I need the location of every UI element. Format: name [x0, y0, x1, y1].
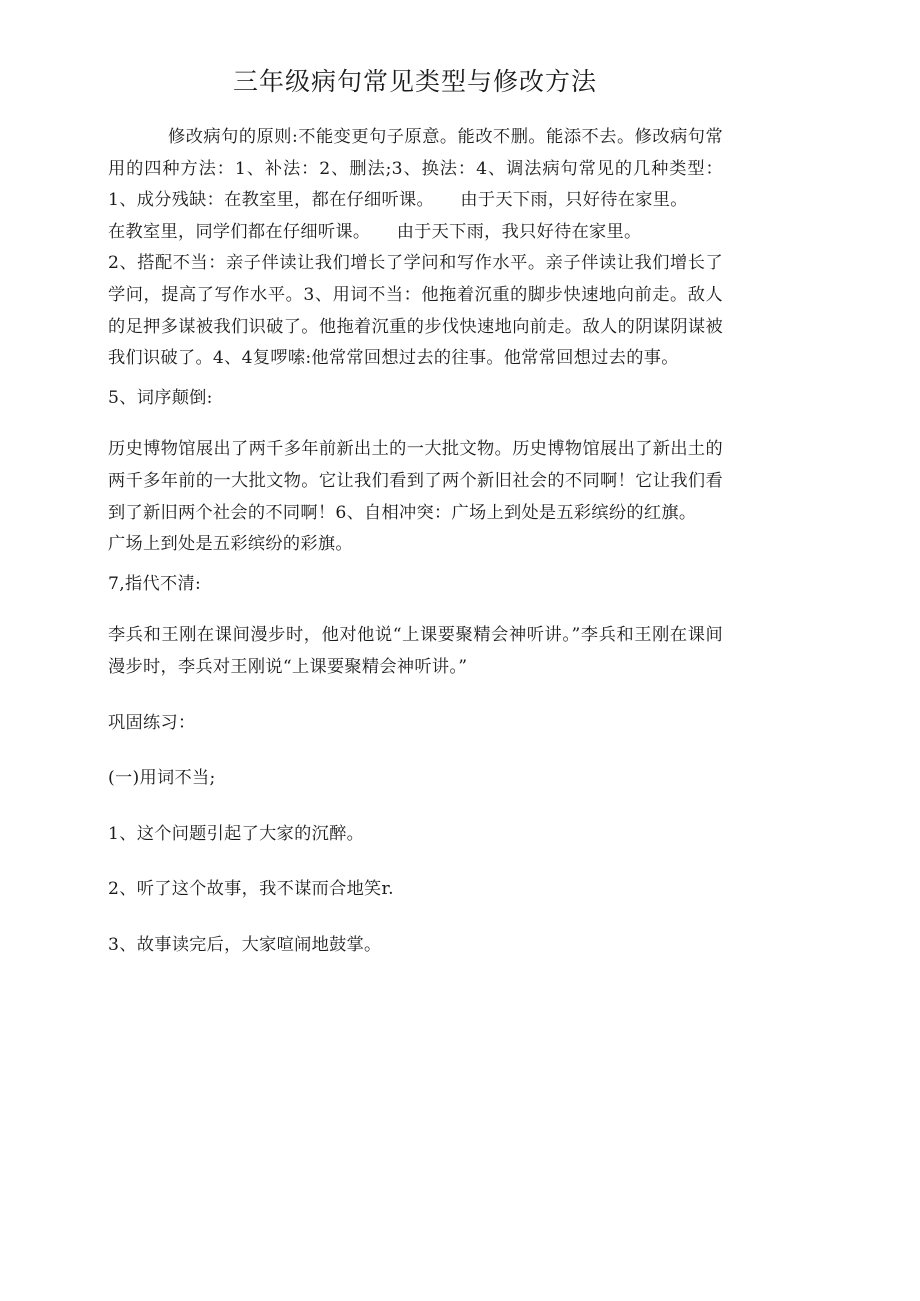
- paragraph-mismatch-and-wording: 2、搭配不当：亲子伴读让我们增长了学问和写作水平。亲子伴读让我们增长了学问，提高了写作水平。3、用词不当：他拖着沉重的脚步快速地向前走。敌人的足押多谋被我们识破了。他拖着沉重的步伐快速地向前走。敌人的阴谋阴谋被我们识破了。4、4复啰嗦:他常常回想过去的往事。他常常回想过去的事。: [108, 253, 723, 369]
- document-body: [108, 122, 723, 961]
- paragraph-flag-corrected: 广场上到处是五彩缤纷的彩旗。: [108, 534, 353, 555]
- heading-practice: 巩固练习：: [108, 712, 196, 733]
- document-title: 三年级病句常见类型与修改方法: [232, 67, 597, 96]
- paragraph-unclear-reference-examples: 李兵和王刚在课间漫步时，他对他说“上课要聚精会神听讲。”李兵和王刚在课间漫步时，李兵对王刚说“上课要聚精会神听讲。”: [108, 625, 723, 677]
- practice-item-1: 1、这个问题引起了大家的沉醉。: [108, 823, 365, 844]
- practice-item-3: 3、故事读完后，大家喧闹地鼓掌。: [108, 934, 382, 955]
- paragraph-example-corrected: 在教室里，同学们都在仔细听课。 由于天下雨，我只好待在家里。: [108, 221, 642, 242]
- paragraph-principles: 修改病句的原则:不能变更句子原意。能改不删。能添不去。修改病句常用的四种方法：1、补法：2、删法;3、换法：4、调法病句常见的几种类型：1、成分残缺：在教室里，都在仔细听课。 由于天下雨，只好待在家里。: [108, 127, 723, 211]
- practice-item-2: 2、听了这个故事，我不谋而合地笑r.: [108, 879, 394, 900]
- heading-unclear-reference: 7,指代不清:: [108, 573, 202, 594]
- heading-practice-section-1: (一)用词不当;: [108, 768, 216, 789]
- heading-word-order: 5、词序颠倒:: [108, 387, 213, 408]
- paragraph-word-order-examples: 历史博物馆展出了两千多年前新出土的一大批文物。历史博物馆展出了新出土的两千多年前的一大批文物。它让我们看到了两个新旧社会的不同啊！它让我们看到了新旧两个社会的不同啊！6、自相冲突：广场上到处是五彩缤纷的红旗。: [108, 439, 723, 523]
